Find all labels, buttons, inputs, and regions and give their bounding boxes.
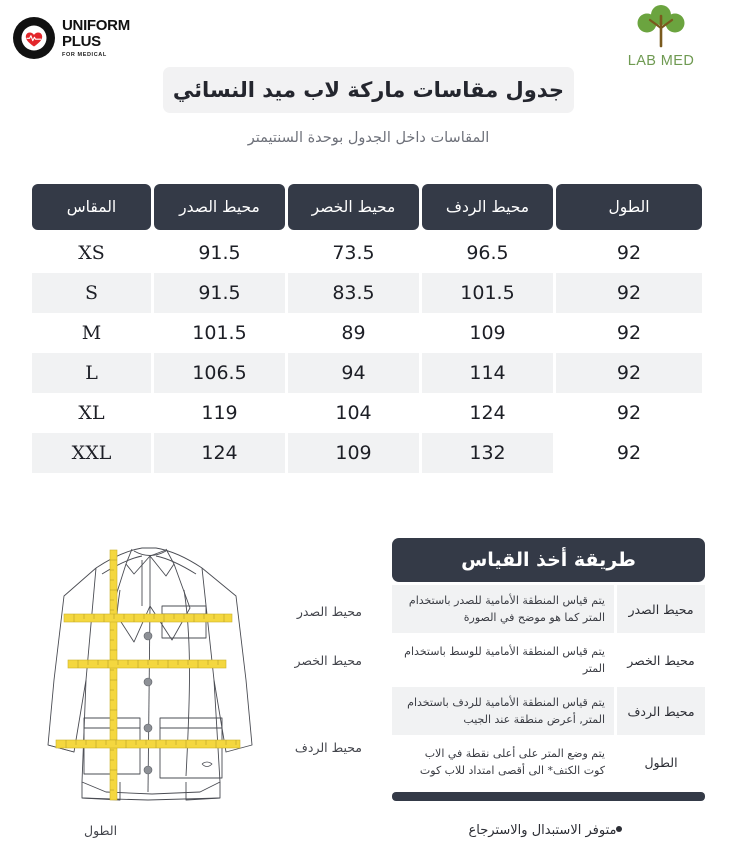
lab-med-wordmark: LAB MED [627,53,695,69]
cell-hip: 101.5 [422,273,553,313]
method-title: طريقة أخذ القياس [392,538,705,582]
cell-size: XL [32,393,151,433]
page-title-banner [163,67,574,113]
cell-chest: 124 [154,433,285,473]
cell-chest: 91.5 [154,233,285,273]
table-row [35,433,702,473]
cell-length: 92 [556,313,702,353]
method-description: يتم قياس المنطقة الأمامية للردف باستخدام المتر, أعرض منطقة عند الجيب [392,687,614,735]
uniform-plus-logo [12,14,162,62]
size-chart-table [35,184,702,473]
cell-waist: 109 [288,433,419,473]
heart-ecg-circle-icon [12,16,56,60]
cell-waist: 94 [288,353,419,393]
method-row [392,687,705,735]
brand-tagline: FOR MEDICAL [62,51,107,58]
bullet-icon [616,826,622,832]
cell-hip: 114 [422,353,553,393]
method-row [392,738,705,786]
table-row [35,393,702,433]
table-body [35,233,702,473]
cell-waist: 104 [288,393,419,433]
table-header-row [35,184,702,230]
column-header-waist: محيط الخصر [288,184,419,230]
cell-waist: 89 [288,313,419,353]
cell-hip: 132 [422,433,553,473]
cell-hip: 109 [422,313,553,353]
lab-coat-diagram [24,528,369,858]
method-row [392,636,705,684]
footer-note: متوفر الاستبدال والاسترجاع [468,823,617,839]
divider-bar [392,792,705,801]
method-description: يتم قياس المنطقة الأمامية للوسط باستخدام المتر [392,636,614,684]
cell-chest: 91.5 [154,273,285,313]
table-row [35,233,702,273]
cell-size: L [32,353,151,393]
cell-length: 92 [556,233,702,273]
method-label: محيط الصدر [617,585,705,633]
diagram-label-chest: محيط الصدر [296,604,362,619]
cell-hip: 124 [422,393,553,433]
table-row [35,313,702,353]
method-row [392,585,705,633]
table-row [35,273,702,313]
cell-length: 92 [556,433,702,473]
lab-med-logo [613,4,709,69]
cell-size: M [32,313,151,353]
table-row [35,353,702,393]
cell-chest: 101.5 [154,313,285,353]
cell-size: XXL [32,433,151,473]
method-label: الطول [617,738,705,786]
diagram-label-waist: محيط الخصر [294,653,362,668]
method-description: يتم وضع المتر على أعلى نقطة في الاب كوت الكتف* الى أقصى امتداد للاب كوت [392,738,614,786]
cell-hip: 96.5 [422,233,553,273]
cell-waist: 73.5 [288,233,419,273]
cell-length: 92 [556,353,702,393]
cell-waist: 83.5 [288,273,419,313]
column-header-hip: محيط الردف [422,184,553,230]
uniform-plus-wordmark [62,18,130,59]
brand-line-2: PLUS [62,32,101,50]
column-header-size: المقاس [32,184,151,230]
diagram-label-length: الطول [84,823,118,838]
page-subtitle: المقاسات داخل الجدول بوحدة السنتيمتر [247,130,490,146]
footer-note-wrap [392,823,705,838]
column-header-length: الطول [556,184,702,230]
cell-size: S [32,273,151,313]
method-label: محيط الخصر [617,636,705,684]
method-label: محيط الردف [617,687,705,735]
cell-length: 92 [556,393,702,433]
cell-length: 92 [556,273,702,313]
method-description: يتم قياس المنطقة الأمامية للصدر باستخدام المتر كما هو موضح في الصورة [392,585,614,633]
page-title: جدول مقاسات ماركة لاب ميد النسائي [172,78,565,102]
lower-section [0,524,737,861]
tree-icon [613,4,709,52]
cell-size: XS [32,233,151,273]
brand-line-1: UNIFORM [62,16,130,34]
column-header-chest: محيط الصدر [154,184,285,230]
page-header [0,0,737,170]
measurement-method-panel [392,538,705,838]
cell-chest: 106.5 [154,353,285,393]
diagram-label-hip: محيط الردف [294,740,362,755]
cell-chest: 119 [154,393,285,433]
